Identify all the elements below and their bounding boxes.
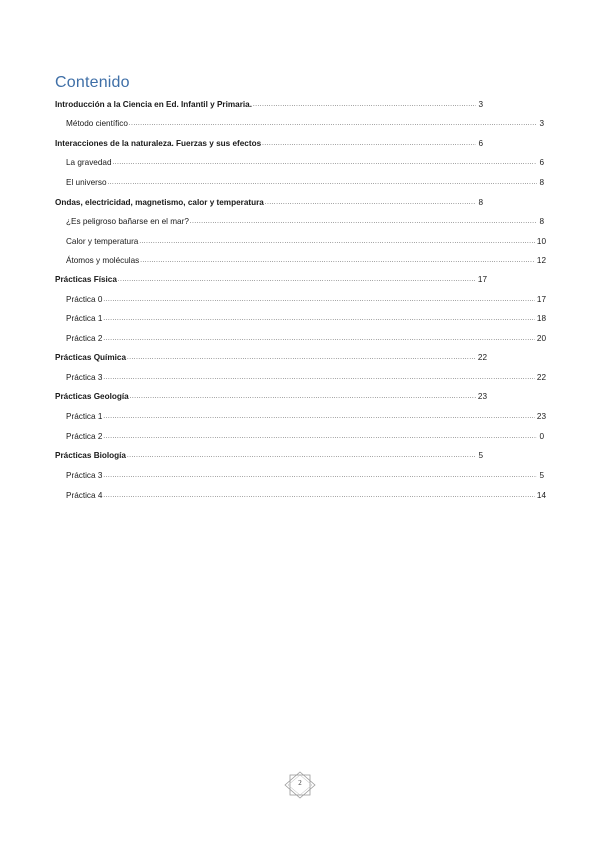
toc-entry-page: 5	[539, 471, 544, 480]
toc-leader-dots	[103, 295, 534, 305]
toc-leader-dots	[103, 432, 537, 442]
toc-leader-dots	[103, 412, 534, 422]
toc-section-entry[interactable]	[55, 349, 487, 363]
toc-subsection-entry[interactable]	[66, 310, 546, 324]
toc-entry-title: Prácticas Geología	[55, 392, 129, 401]
toc-leader-dots	[253, 100, 476, 110]
toc-leader-dots	[127, 353, 476, 363]
toc-entry-title: Método científico	[66, 119, 128, 128]
toc-entry-page: 22	[536, 373, 546, 382]
toc-subsection-entry[interactable]	[66, 115, 544, 129]
toc-leader-dots	[103, 334, 534, 344]
toc-entry-page: 23	[477, 392, 487, 401]
toc-entry-title: El universo	[66, 178, 107, 187]
toc-entry-title: La gravedad	[66, 158, 112, 167]
page-number: 2	[298, 779, 302, 787]
toc-leader-dots	[118, 275, 476, 285]
toc-subsection-entry[interactable]	[66, 369, 546, 383]
toc-entry-page: 8	[539, 178, 544, 187]
toc-leader-dots	[103, 373, 534, 383]
toc-entry-title: Interacciones de la naturaleza. Fuerzas y sus efectos	[55, 139, 262, 148]
toc-entry-page: 22	[477, 353, 487, 362]
toc-entry-title: Prácticas Biología	[55, 451, 126, 460]
toc-section-entry[interactable]	[55, 96, 483, 110]
toc-subsection-entry[interactable]	[66, 467, 544, 481]
toc-subsection-entry[interactable]	[66, 233, 546, 247]
toc-subsection-entry[interactable]	[66, 174, 544, 188]
toc-entry-page: 6	[478, 139, 483, 148]
toc-leader-dots	[127, 451, 476, 461]
toc-leader-dots	[130, 392, 476, 402]
toc-entry-title: Práctica 1	[66, 412, 103, 421]
toc-entry-page: 3	[478, 100, 483, 109]
toc-section-entry[interactable]	[55, 271, 487, 285]
toc-entry-title: Ondas, electricidad, magnetismo, calor y temperatura	[55, 198, 264, 207]
toc-subsection-entry[interactable]	[66, 252, 546, 266]
toc-leader-dots	[108, 178, 538, 188]
toc-leader-dots	[139, 237, 535, 247]
toc-section-entry[interactable]	[55, 135, 483, 149]
toc-subsection-entry[interactable]	[66, 487, 546, 501]
toc-entry-title: Átomos y moléculas	[66, 256, 140, 265]
toc-leader-dots	[103, 314, 534, 324]
toc-entry-page: 20	[536, 334, 546, 343]
toc-subsection-entry[interactable]	[66, 154, 544, 168]
toc-entry-page: 6	[539, 158, 544, 167]
toc-entry-page: 17	[477, 275, 487, 284]
toc-section-entry[interactable]	[55, 447, 483, 461]
toc-leader-dots	[190, 217, 538, 227]
toc-subsection-entry[interactable]	[66, 408, 546, 422]
toc-entry-page: 0	[539, 432, 544, 441]
toc-leader-dots	[262, 139, 476, 149]
toc-entry-page: 12	[536, 256, 546, 265]
toc-title: Contenido	[55, 74, 130, 91]
toc-subsection-entry[interactable]	[66, 330, 546, 344]
toc-entry-page: 8	[539, 217, 544, 226]
toc-entry-page: 8	[478, 198, 483, 207]
toc-entry-title: Práctica 2	[66, 334, 103, 343]
toc-entry-title: Prácticas Física	[55, 275, 117, 284]
toc-leader-dots	[113, 158, 538, 168]
toc-entry-page: 23	[536, 412, 546, 421]
toc-entry-title: Práctica 2	[66, 432, 103, 441]
toc-entry-title: Práctica 1	[66, 314, 103, 323]
toc-subsection-entry[interactable]	[66, 213, 544, 227]
toc-entry-page: 3	[539, 119, 544, 128]
toc-subsection-entry[interactable]	[66, 291, 546, 305]
toc-leader-dots	[140, 256, 535, 266]
toc-entry-title: Prácticas Química	[55, 353, 126, 362]
toc-leader-dots	[103, 471, 537, 481]
toc-subsection-entry[interactable]	[66, 428, 544, 442]
toc-entry-title: Introducción a la Ciencia en Ed. Infantil y Primaria.	[55, 100, 253, 109]
toc-entry-title: ¿Es peligroso bañarse en el mar?	[66, 217, 189, 226]
toc-entry-page: 10	[536, 237, 546, 246]
toc-leader-dots	[103, 491, 534, 501]
toc-section-entry[interactable]	[55, 388, 487, 402]
toc-leader-dots	[129, 119, 538, 129]
toc-entry-title: Calor y temperatura	[66, 237, 139, 246]
toc-entry-title: Práctica 4	[66, 491, 103, 500]
toc-entry-page: 5	[478, 451, 483, 460]
toc-entry-page: 14	[536, 491, 546, 500]
toc-entry-page: 18	[536, 314, 546, 323]
toc-entry-page: 17	[536, 295, 546, 304]
toc-entry-title: Práctica 3	[66, 373, 103, 382]
toc-section-entry[interactable]	[55, 194, 483, 208]
toc-leader-dots	[265, 198, 477, 208]
toc-entry-title: Práctica 3	[66, 471, 103, 480]
toc-entry-title: Práctica 0	[66, 295, 103, 304]
